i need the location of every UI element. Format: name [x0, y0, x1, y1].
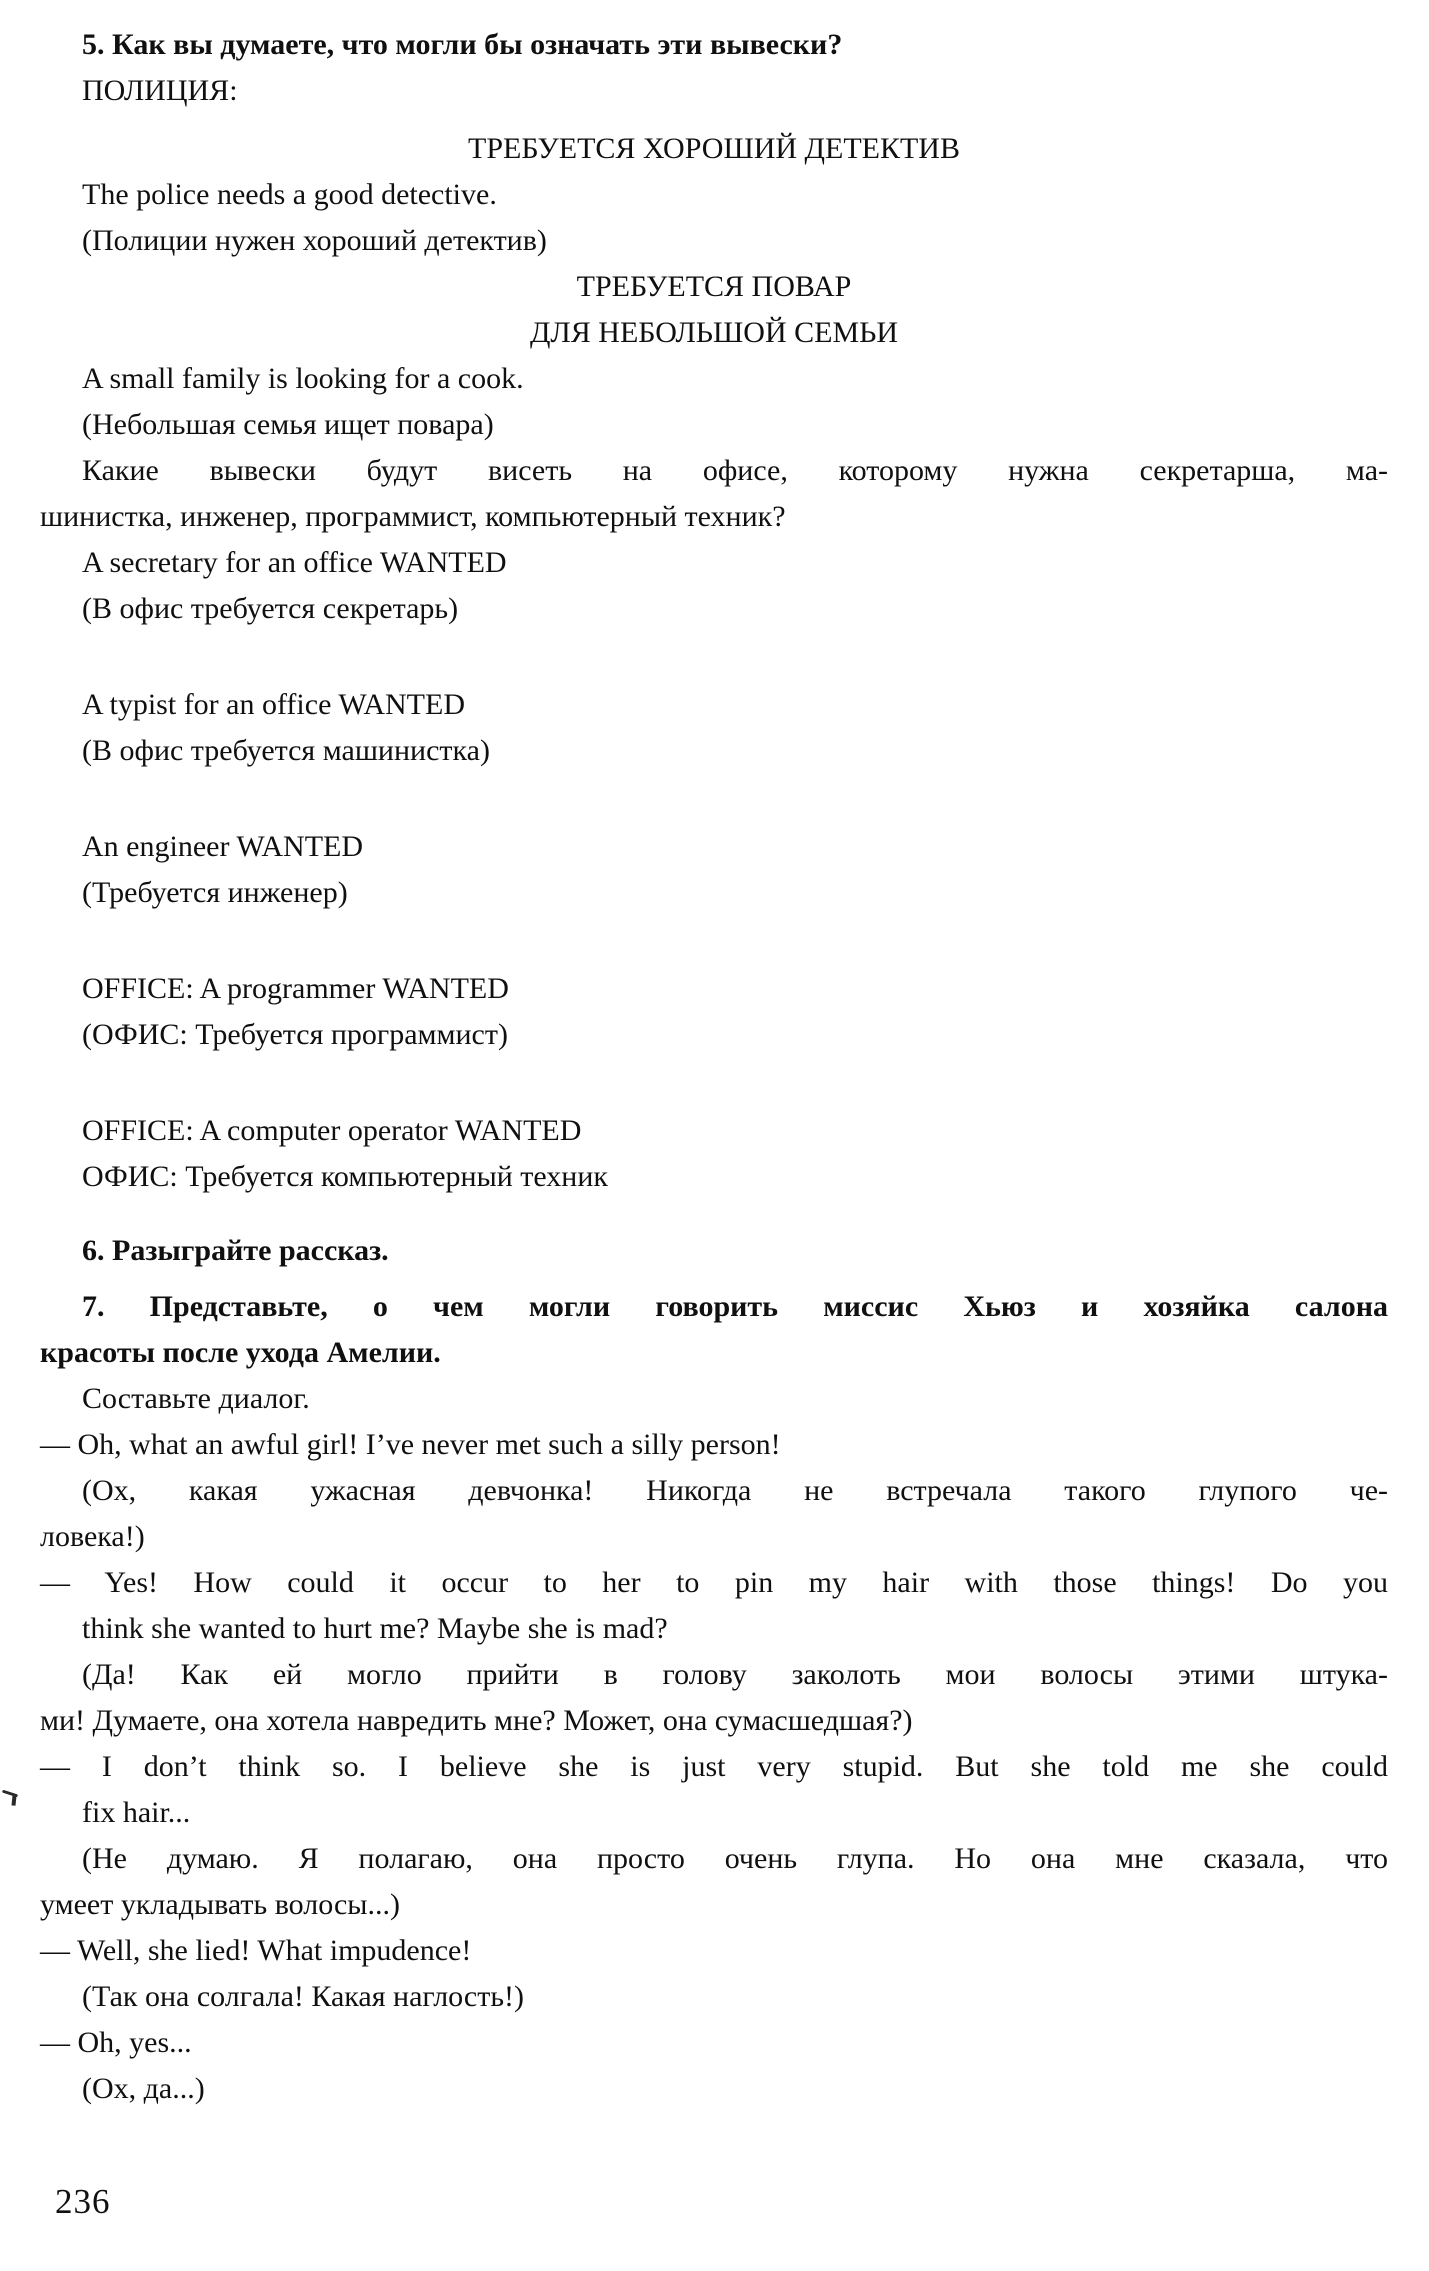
sign-typist-translation: (В офис требуется машинистка): [82, 734, 490, 767]
dialogue-line-4-english: — Well, she lied! What impudence!: [40, 1934, 472, 1967]
page-text-block: [40, 22, 1388, 2112]
dialogue-line-3-translation-a: (Не думаю. Я полагаю, она просто очень глупа. Но она мне сказала, что: [82, 1842, 1388, 1875]
exercise-5-heading: 5. Как вы думаете, что могли бы означать эти вывески?: [82, 28, 843, 61]
sign-typist-english: A typist for an office WANTED: [82, 688, 465, 721]
scan-scratch-mark: [2, 1790, 18, 1798]
dialogue-line-5-translation: (Ох, да...): [82, 2072, 205, 2105]
dialogue-line-1-translation-a: (Ох, какая ужасная девчонка! Никогда не встречала такого глупого че-: [82, 1474, 1388, 1507]
exercise-7-heading-line2: красоты после ухода Амелии.: [40, 1336, 441, 1369]
sign-programmer-english: OFFICE: A programmer WANTED: [82, 972, 509, 1005]
task-paragraph-line1: Какие вывески будут висеть на офисе, которому нужна секретарша, ма-: [82, 454, 1388, 487]
dialogue-line-2-translation-b: ми! Думаете, она хотела навредить мне? Может, она сумасшедшая?): [40, 1704, 913, 1737]
dialogue-line-1-english: — Oh, what an awful girl! I’ve never met such a silly person!: [40, 1428, 781, 1461]
sign-engineer-english: An engineer WANTED: [82, 830, 364, 863]
sign-cook-heading-line2: ДЛЯ НЕБОЛЬШОЙ СЕМЬИ: [529, 316, 899, 349]
dialogue-line-3-english-a: — I don’t think so. I believe she is just very stupid. But she told me she could: [40, 1750, 1388, 1783]
sign-engineer-translation: (Требуется инженер): [82, 876, 348, 909]
task-paragraph-line2: шинистка, инженер, программист, компьютерный техник?: [40, 500, 786, 533]
dialogue-line-3-english-b: fix hair...: [82, 1796, 191, 1829]
dialogue-line-2-english-a: — Yes! How could it occur to her to pin my hair with those things! Do you: [40, 1566, 1388, 1599]
sign-cook-english: A small family is looking for a cook.: [82, 362, 524, 395]
exercise-7-heading-line1: 7. Представьте, о чем могли говорить миссис Хьюз и хозяйка салона: [82, 1290, 1388, 1323]
sign-detective-heading: ТРЕБУЕТСЯ ХОРОШИЙ ДЕТЕКТИВ: [468, 132, 960, 165]
sign-detective-translation: (Полиции нужен хороший детектив): [82, 224, 547, 257]
dialogue-line-5-english: — Oh, yes...: [40, 2026, 192, 2059]
dialogue-line-3-translation-b: умеет укладывать волосы...): [40, 1888, 400, 1921]
dialogue-line-1-translation-b: ловека!): [40, 1520, 145, 1553]
dialogue-line-2-translation-a: (Да! Как ей могло прийти в голову заколоть мои волосы этими штука-: [82, 1658, 1388, 1691]
dialogue-instruction: Составьте диалог.: [82, 1382, 310, 1415]
sign-secretary-translation: (В офис требуется секретарь): [82, 592, 459, 625]
sign-cook-translation: (Небольшая семья ищет повара): [82, 408, 494, 441]
sign-police-label: ПОЛИЦИЯ:: [82, 74, 238, 107]
sign-secretary-english: A secretary for an office WANTED: [82, 546, 507, 579]
sign-operator-english: OFFICE: A computer operator WANTED: [82, 1114, 582, 1147]
sign-operator-translation: ОФИС: Требуется компьютерный техник: [82, 1160, 608, 1193]
dialogue-line-4-translation: (Так она солгала! Какая наглость!): [82, 1980, 525, 2013]
dialogue-line-2-english-b: think she wanted to hurt me? Maybe she is mad?: [82, 1612, 668, 1645]
sign-programmer-translation: (ОФИС: Требуется программист): [82, 1018, 508, 1051]
sign-cook-heading-line1: ТРЕБУЕТСЯ ПОВАР: [576, 270, 852, 303]
exercise-6-heading: 6. Разыграйте рассказ.: [82, 1234, 389, 1267]
sign-detective-english: The police needs a good detective.: [82, 178, 497, 211]
page-number: 236: [55, 2182, 111, 2221]
